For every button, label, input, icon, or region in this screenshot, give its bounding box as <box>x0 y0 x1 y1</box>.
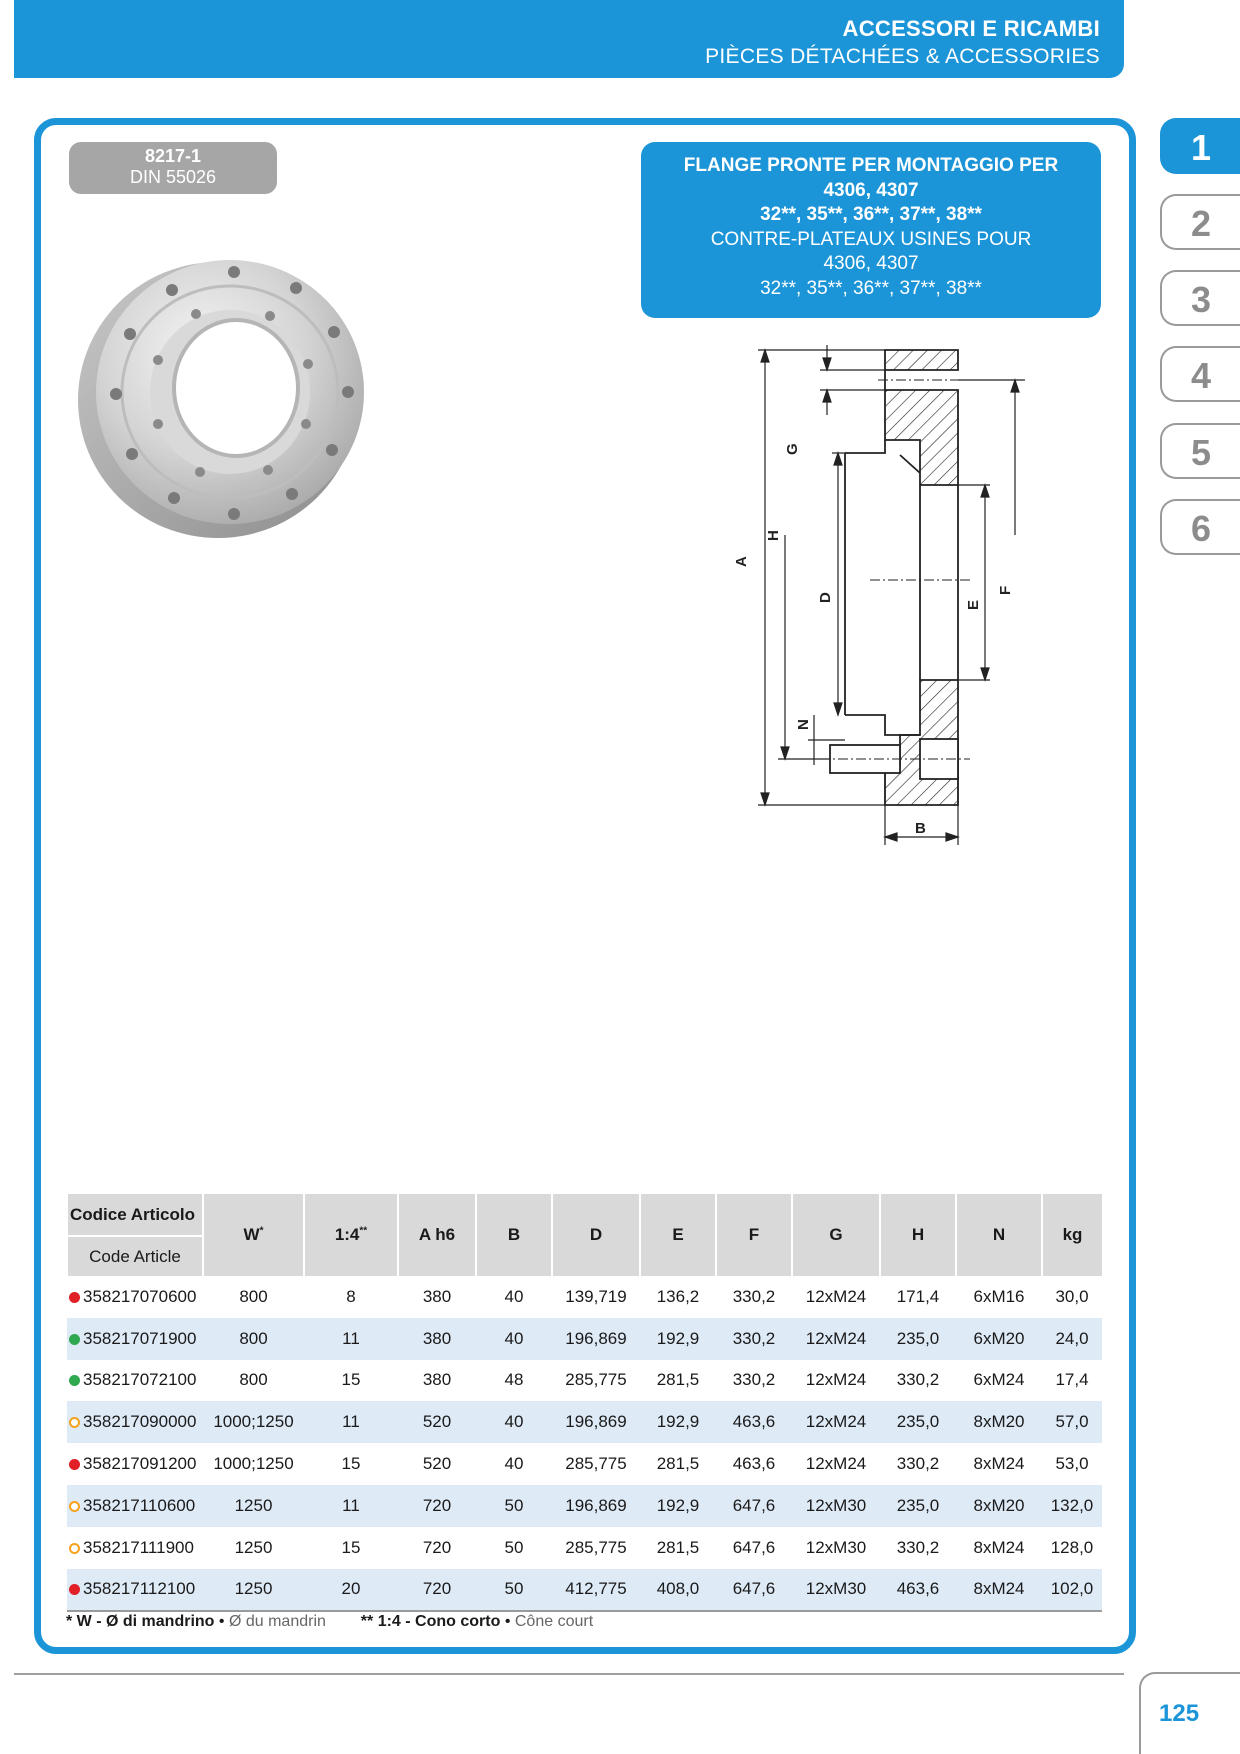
table-row: 358217110600 1250 11 720 50 196,869 192,9 647,6 12xM30 235,0 8xM20 132,0 <box>67 1485 1102 1527</box>
table-footnote: * W - Ø di mandrino • Ø du mandrin ** 1:4 - Cono corto • Cône court <box>66 1613 594 1630</box>
col-d: D <box>552 1194 640 1276</box>
drawing-label-h: H <box>765 530 782 541</box>
col-a: A h6 <box>398 1194 476 1276</box>
col-b: B <box>476 1194 552 1276</box>
drawing-label-g: G <box>784 443 801 455</box>
tab-section-4[interactable]: 4 <box>1160 346 1240 402</box>
col-h: H <box>880 1194 956 1276</box>
flange-product-photo <box>70 244 380 554</box>
page-header <box>14 0 1124 78</box>
footnote-w-label: * W - Ø di mandrino <box>66 1613 215 1630</box>
col-f: F <box>716 1194 792 1276</box>
drawing-label-n: N <box>795 719 812 730</box>
footnote-w-fr: Ø du mandrin <box>228 1613 326 1630</box>
col-kg: kg <box>1042 1194 1102 1276</box>
drawing-label-d: D <box>817 592 834 603</box>
marker-orange-ring <box>69 1501 80 1512</box>
marker-orange-ring <box>69 1417 80 1428</box>
flange-section-drawing <box>720 345 1040 855</box>
table-header-row <box>67 1194 1102 1276</box>
marker-green-dot <box>69 1375 80 1386</box>
header-title-fr: PIÈCES DÉTACHÉES & ACCESSORIES <box>705 45 1100 68</box>
footnote-taper-fr: Cône court <box>514 1613 594 1630</box>
table-row: 358217111900 1250 15 720 50 285,775 281,5 647,6 12xM30 330,2 8xM24 128,0 <box>67 1527 1102 1569</box>
marker-orange-ring <box>69 1543 80 1554</box>
col-code-fr: Code Article <box>89 1247 181 1266</box>
marker-red-dot <box>69 1584 80 1595</box>
drawing-label-a: A <box>733 556 750 567</box>
col-g: G <box>792 1194 880 1276</box>
marker-red-dot <box>69 1292 80 1303</box>
col-taper: 1:4** <box>304 1194 398 1276</box>
marker-green-dot <box>69 1334 80 1345</box>
col-code-it: Codice Articolo <box>68 1194 202 1237</box>
col-n: N <box>956 1194 1042 1276</box>
table-row: 358217090000 1000;1250 11 520 40 196,869 192,9 463,6 12xM24 235,0 8xM20 57,0 <box>67 1401 1102 1443</box>
title-line-2: 4306, 4307 <box>823 179 919 201</box>
title-line-1: FLANGE PRONTE PER MONTAGGIO PER <box>683 155 1059 176</box>
specs-table <box>66 1194 1102 1612</box>
title-line-6: 32**, 35**, 36**, 37**, 38** <box>760 277 982 299</box>
tab-section-1[interactable]: 1 <box>1160 118 1240 174</box>
page-number-box <box>1139 1672 1240 1754</box>
table-row: 358217112100 1250 20 720 50 412,775 408,0 647,6 12xM30 463,6 8xM24 102,0 <box>67 1569 1102 1612</box>
tab-section-5[interactable]: 5 <box>1160 423 1240 479</box>
col-code <box>67 1194 203 1276</box>
table-row: 358217091200 1000;1250 15 520 40 285,775 281,5 463,6 12xM24 330,2 8xM24 53,0 <box>67 1443 1102 1485</box>
table-row: 358217071900 800 11 380 40 196,869 192,9 330,2 12xM24 235,0 6xM20 24,0 <box>67 1318 1102 1360</box>
tab-section-6[interactable]: 6 <box>1160 499 1240 555</box>
title-line-5: 4306, 4307 <box>823 253 919 274</box>
product-title-block <box>641 142 1101 318</box>
drawing-label-b: B <box>915 820 926 837</box>
drawing-label-e: E <box>965 599 982 610</box>
footer-divider <box>14 1673 1124 1675</box>
drawing-label-f: F <box>997 585 1014 595</box>
table-row: 358217070600 800 8 380 40 139,719 136,2 330,2 12xM24 171,4 6xM16 30,0 <box>67 1276 1102 1318</box>
page-number: 125 <box>1159 1700 1200 1727</box>
title-line-3: 32**, 35**, 36**, 37**, 38** <box>760 204 982 225</box>
tab-section-3[interactable]: 3 <box>1160 270 1240 326</box>
product-standard: DIN 55026 <box>129 167 217 187</box>
table-row: 358217072100 800 15 380 48 285,775 281,5 330,2 12xM24 330,2 6xM24 17,4 <box>67 1360 1102 1402</box>
product-code-badge <box>69 142 277 194</box>
col-e: E <box>640 1194 716 1276</box>
header-title-it: ACCESSORI E RICAMBI <box>842 16 1100 41</box>
product-code: 8217-1 <box>144 146 202 166</box>
marker-red-dot <box>69 1459 80 1470</box>
title-line-4: CONTRE-PLATEAUX USINES POUR <box>710 228 1032 250</box>
footnote-taper-label: ** 1:4 - Cono corto <box>360 1613 501 1630</box>
col-w: W* <box>203 1194 304 1276</box>
tab-section-2[interactable]: 2 <box>1160 194 1240 250</box>
